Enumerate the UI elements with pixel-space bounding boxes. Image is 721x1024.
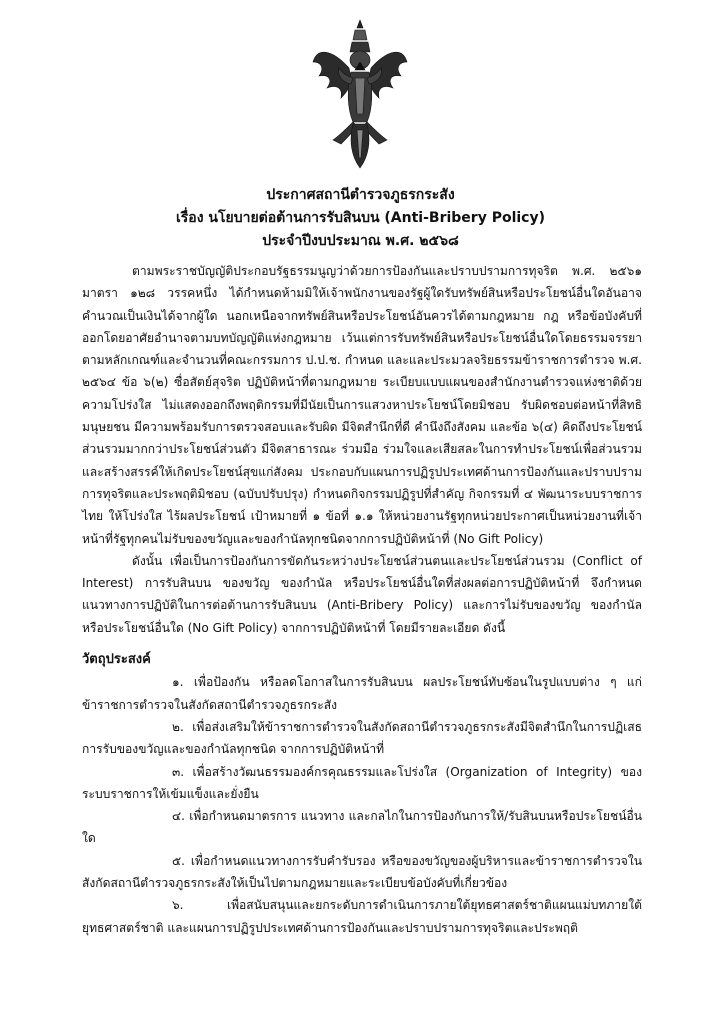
garuda-emblem-icon <box>311 18 409 170</box>
objective-item: ๑. เพื่อป้องกัน หรือลดโอกาสในการรับสินบน ผลประโยชน์ทับซ้อนในรูปแบบต่าง ๆ แก่ข้าราชการตำรวจในสังกัดสถานีตำรวจภูธรกระสัง <box>82 675 642 712</box>
document-fiscal-year: ประจำปีงบประมาณ พ.ศ. ๒๕๖๘ <box>262 233 459 249</box>
objective-item: ๕. เพื่อกำหนดแนวทางการรับคำรับรอง หรือของขวัญของผู้บริหารและข้าราชการตำรวจในสังกัดสถานีตำรวจภูธรกระสังให้เป็นไปตามกฎหมายและระเบียบข้อบังคับที่เกี่ยวข้อง <box>82 853 642 891</box>
objectives-heading: วัตถุประสงค์ <box>82 652 151 668</box>
paragraph-policy-statement: ดังนั้น เพื่อเป็นการป้องกันการขัดกันระหว่างประโยชน์ส่วนตนและประโยชน์ส่วนรวม (Conflict of Interest) การรับสินบน ของขวัญ ของกำนัล หรือประโยชน์อื่นใดที่ส่งผลต่อการปฏิบัติหน้าที่ จึงกำหนดแนวทางการปฏิบัติในการต่อต้านการรับสินบน (Anti-Bribery Policy) และการไม่รับของขวัญ ของกำนัล หรือประโยชน์อื่นใด (No Gift Policy) จากการปฏิบัติหน้าที่ โดยมีรายละเอียด ดังนี้ <box>82 553 642 635</box>
objective-item: ๖. เพื่อสนับสนุนและยกระดับการดำเนินการภายใต้ยุทธศาสตร์ชาติแผนแม่บทภายใต้ยุทธศาสตร์ชาติ และแผนการปฏิรูปประเทศด้านการป้องกันและปราบปรามการทุจริตและประพฤติ <box>82 898 642 935</box>
document-subject: เรื่อง นโยบายต่อต้านการรับสินบน (Anti-Bribery Policy) <box>176 210 545 226</box>
objective-item: ๓. เพื่อสร้างวัฒนธรรมองค์กรคุณธรรมและโปร่งใส (Organization of Integrity) ของระบบราชการให้เข้มแข็งและยั่งยืน <box>82 764 642 801</box>
paragraph-legal-basis: ตามพระราชบัญญัติประกอบรัฐธรรมนูญว่าด้วยการป้องกันและปราบปรามการทุจริต พ.ศ. ๒๕๖๑ มาตรา ๑๒๘ วรรคหนึ่ง ได้กำหนดห้ามมิให้เจ้าพนักงานของรัฐผู้ใดรับทรัพย์สินหรือประโยชน์อื่นใดอันอาจคำนวณเป็นเงินได้จากผู้ใด นอกเหนือจากทรัพย์สินหรือประโยชน์อันควรได้ตามกฎหมาย กฎ หรือข้อบังคับที่ออกโดยอาศัยอำนาจตามบทบัญญัติแห่งกฎหมาย เว้นแต่การรับทรัพย์สินหรือประโยชน์อื่นใดโดยธรรมจรรยา ตามหลักเกณฑ์และจำนวนที่คณะกรรมการ ป.ป.ช. กำหนด และและประมวลจริยธรรมข้าราชการตำรวจ พ.ศ. ๒๕๖๔ ข้อ ๖(๒) ซื่อสัตย์สุจริต ปฏิบัติหน้าที่ตามกฎหมาย ระเบียบแบบแผนของสำนักงานตำรวจแห่งชาติด้วยความโปร่งใส ไม่แสดงออกถึงพฤติกรรมที่มีนัยเป็นการแสวงหาประโยชน์โดยมิชอบ รับผิดชอบต่อหน้าที่สิทธิมนุษยชน มีความพร้อมรับการตรวจสอบและรับผิด มีจิตสำนึกที่ดี คำนึงถึงสังคม และข้อ ๖(๔) คิดถึงประโยชน์ส่วนรวมมากกว่าประโยชน์ส่วนตัว มีจิตสาธารณะ ร่วมมือ ร่วมใจและเสียสละในการทำประโยชน์เพื่อส่วนรวม และสร้างสรรค์ให้เกิดประโยชน์สุขแก่สังคม ประกอบกับแผนการปฏิรูปประเทศด้านการป้องกันและปราบปรามการทุจริตและประพฤติมิชอบ (ฉบับปรับปรุง) กำหนดกิจกรรมปฏิรูปที่สำคัญ กิจกรรมที่ ๔ พัฒนาระบบราชการไทย ให้โปร่งใส ไร้ผลประโยชน์ เป้าหมายที่ ๑ ข้อที่ ๑.๑ ให้หน่วยงานรัฐทุกหน่วยประกาศเป็นหน่วยงานที่เจ้าหน้าที่รัฐทุกคนไม่รับของขวัญและของกำนัลทุกชนิดจากการปฏิบัติหน้าที่ (No Gift Policy) <box>82 264 642 546</box>
document-header <box>80 184 641 253</box>
objective-item: ๒. เพื่อส่งเสริมให้ข้าราชการตำรวจในสังกัดสถานีตำรวจภูธรกระสังมีจิตสำนึกในการปฏิเสธการรับของขวัญและของกำนัลทุกชนิด จากการปฏิบัติหน้าที่ <box>82 719 642 757</box>
document-body <box>82 260 642 939</box>
objective-item: ๔. เพื่อกำหนดมาตรการ แนวทาง และกลไกในการป้องกันการให้/รับสินบนหรือประโยชน์อื่นใด <box>82 809 642 846</box>
document-title: ประกาศสถานีตำรวจภูธรกระสัง <box>266 187 455 203</box>
